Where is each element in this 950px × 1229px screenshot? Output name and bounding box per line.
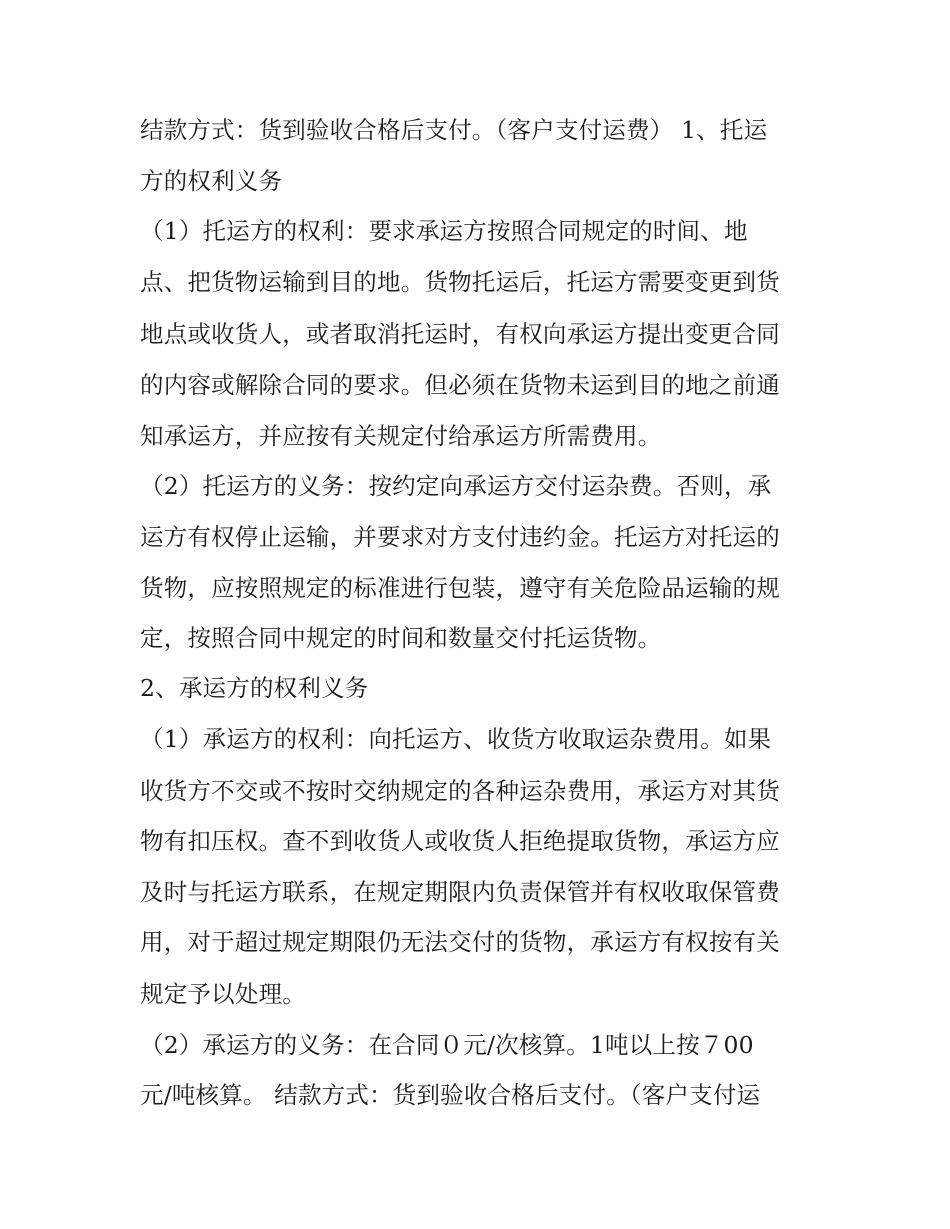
text-line: 定，按照合同中规定的时间和数量交付托运货物。 bbox=[140, 624, 662, 652]
text-line: 元/吨核算。 结款方式：货到验收合格后支付。（客户支付运 bbox=[140, 1081, 761, 1109]
text-line: 方的权利义务 bbox=[140, 167, 283, 195]
text-line: （2）承运方的义务：在合同０元/次核算。1吨以上按７00 bbox=[140, 1031, 754, 1059]
text-line: 知承运方，并应按有关规定付给承运方所需费用。 bbox=[140, 422, 662, 450]
text-line: 及时与托运方联系，在规定期限内负责保管并有权收取保管费 bbox=[140, 878, 780, 906]
text-line: （1）托运方的权利：要求承运方按照合同规定的时间、地 bbox=[140, 217, 748, 245]
text-line: （1）承运方的权利：向托运方、收货方收取运杂费用。如果 bbox=[140, 725, 772, 753]
text-line: 货物，应按照规定的标准进行包装，遵守有关危险品运输的规 bbox=[140, 574, 780, 602]
text-line: 地点或收货人，或者取消托运时，有权向承运方提出变更合同 bbox=[140, 320, 780, 348]
text-line: 结款方式：货到验收合格后支付。（客户支付运费） 1、托运 bbox=[140, 116, 768, 144]
text-line: 的内容或解除合同的要求。但必须在货物未运到目的地之前通 bbox=[140, 371, 780, 399]
text-line: （2）托运方的义务：按约定向承运方交付运杂费。否则，承 bbox=[140, 472, 772, 500]
text-line: 收货方不交或不按时交纳规定的各种运杂费用，承运方对其货 bbox=[140, 777, 780, 805]
text-line: 规定予以处理。 bbox=[140, 980, 306, 1008]
text-line: 物有扣压权。查不到收货人或收货人拒绝提取货物，承运方应 bbox=[140, 827, 780, 855]
text-line: 运方有权停止运输，并要求对方支付违约金。托运方对托运的 bbox=[140, 523, 780, 551]
section-heading: 2、承运方的权利义务 bbox=[140, 674, 369, 702]
text-line: 点、把货物运输到目的地。货物托运后，托运方需要变更到货 bbox=[140, 268, 780, 296]
text-line: 用，对于超过规定期限仍无法交付的货物，承运方有权按有关 bbox=[140, 928, 780, 956]
